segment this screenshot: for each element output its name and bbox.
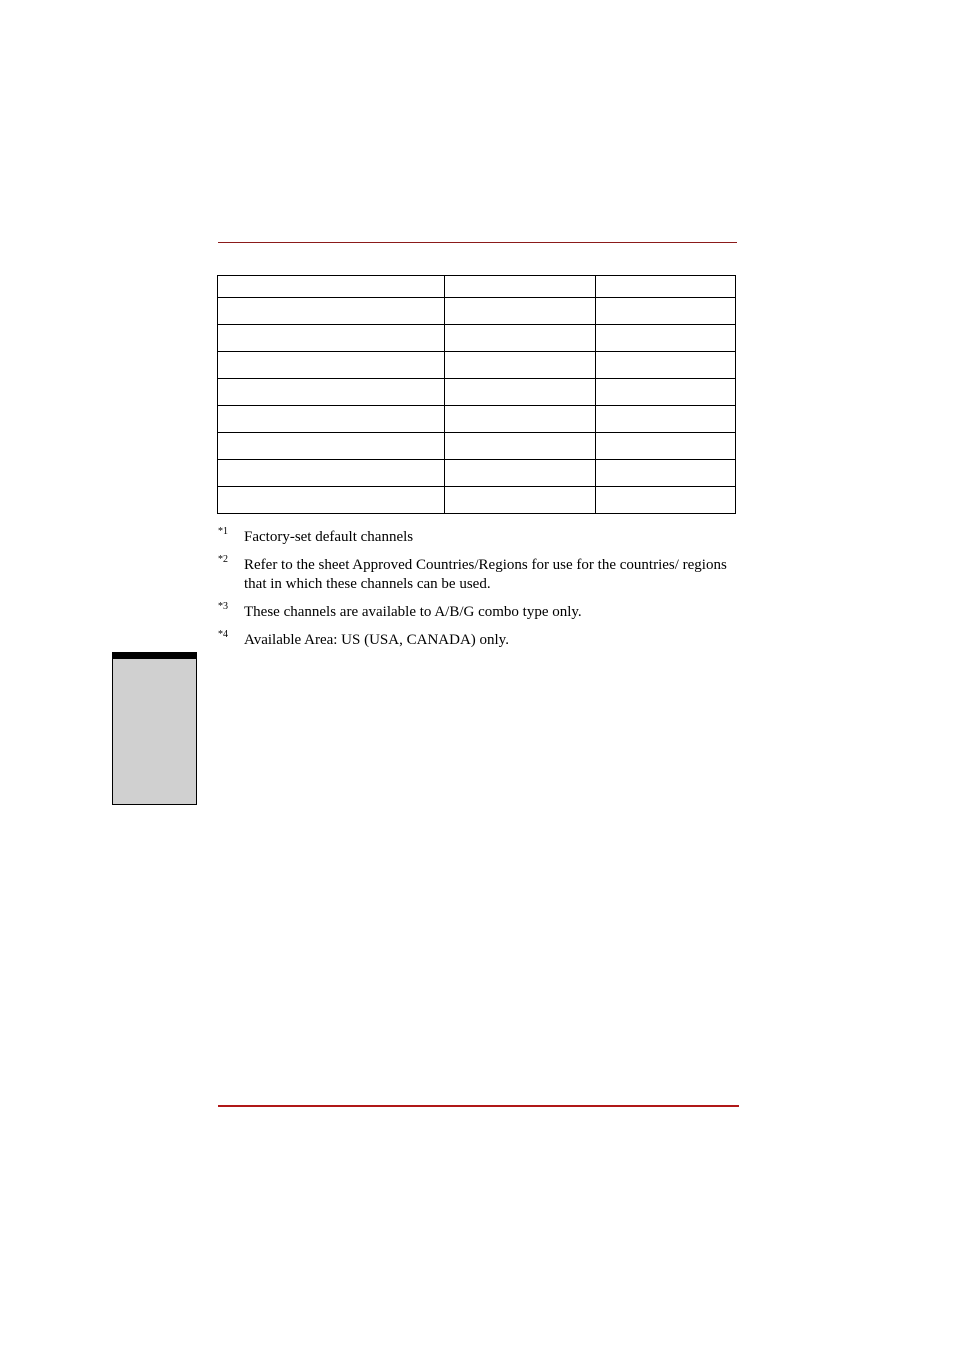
table-row	[218, 325, 736, 352]
channel-table	[217, 275, 736, 514]
footnote-mark: *4	[218, 629, 228, 640]
table-row	[218, 298, 736, 325]
table-cell	[596, 298, 736, 325]
table-cell	[218, 276, 445, 298]
table-cell	[596, 406, 736, 433]
table-cell	[445, 460, 596, 487]
footnote-mark: *1	[218, 526, 228, 537]
footnotes	[218, 528, 738, 650]
table-cell	[596, 487, 736, 514]
table-cell	[596, 433, 736, 460]
table-header-row	[218, 276, 736, 298]
footnote-mark: *3	[218, 601, 228, 612]
table-cell	[445, 298, 596, 325]
table-cell	[445, 379, 596, 406]
table-cell	[445, 276, 596, 298]
table-row	[218, 406, 736, 433]
footnote-1	[218, 528, 738, 547]
table-cell	[218, 460, 445, 487]
table-cell	[218, 487, 445, 514]
table-row	[218, 460, 736, 487]
table-cell	[445, 487, 596, 514]
table-cell	[218, 406, 445, 433]
header-rule	[218, 242, 737, 243]
footnote-text: These channels are available to A/B/G combo type only.	[244, 604, 582, 620]
table-cell	[596, 460, 736, 487]
table-cell	[596, 379, 736, 406]
table-cell	[596, 276, 736, 298]
table-row	[218, 487, 736, 514]
footnote-text: Factory-set default channels	[244, 529, 414, 545]
table-cell	[596, 352, 736, 379]
table-cell	[445, 406, 596, 433]
table-cell	[218, 352, 445, 379]
footnote-text: Refer to the sheet Approved Countries/Regions for use for the countries/ regions that in which these channels can be used.	[244, 557, 727, 592]
table-cell	[445, 352, 596, 379]
table-row	[218, 352, 736, 379]
table-row	[218, 433, 736, 460]
table-cell	[445, 325, 596, 352]
table-cell	[218, 325, 445, 352]
chapter-side-tab	[112, 652, 197, 805]
footnote-3	[218, 603, 738, 622]
footnote-2	[218, 556, 738, 594]
table-row	[218, 379, 736, 406]
footnote-mark: *2	[218, 554, 228, 565]
table-cell	[445, 433, 596, 460]
footer-rule	[218, 1105, 739, 1107]
footnote-4	[218, 631, 738, 650]
table-cell	[218, 433, 445, 460]
footnote-text: Available Area: US (USA, CANADA) only.	[244, 632, 509, 648]
table-cell	[596, 325, 736, 352]
table-cell	[218, 298, 445, 325]
table-cell	[218, 379, 445, 406]
